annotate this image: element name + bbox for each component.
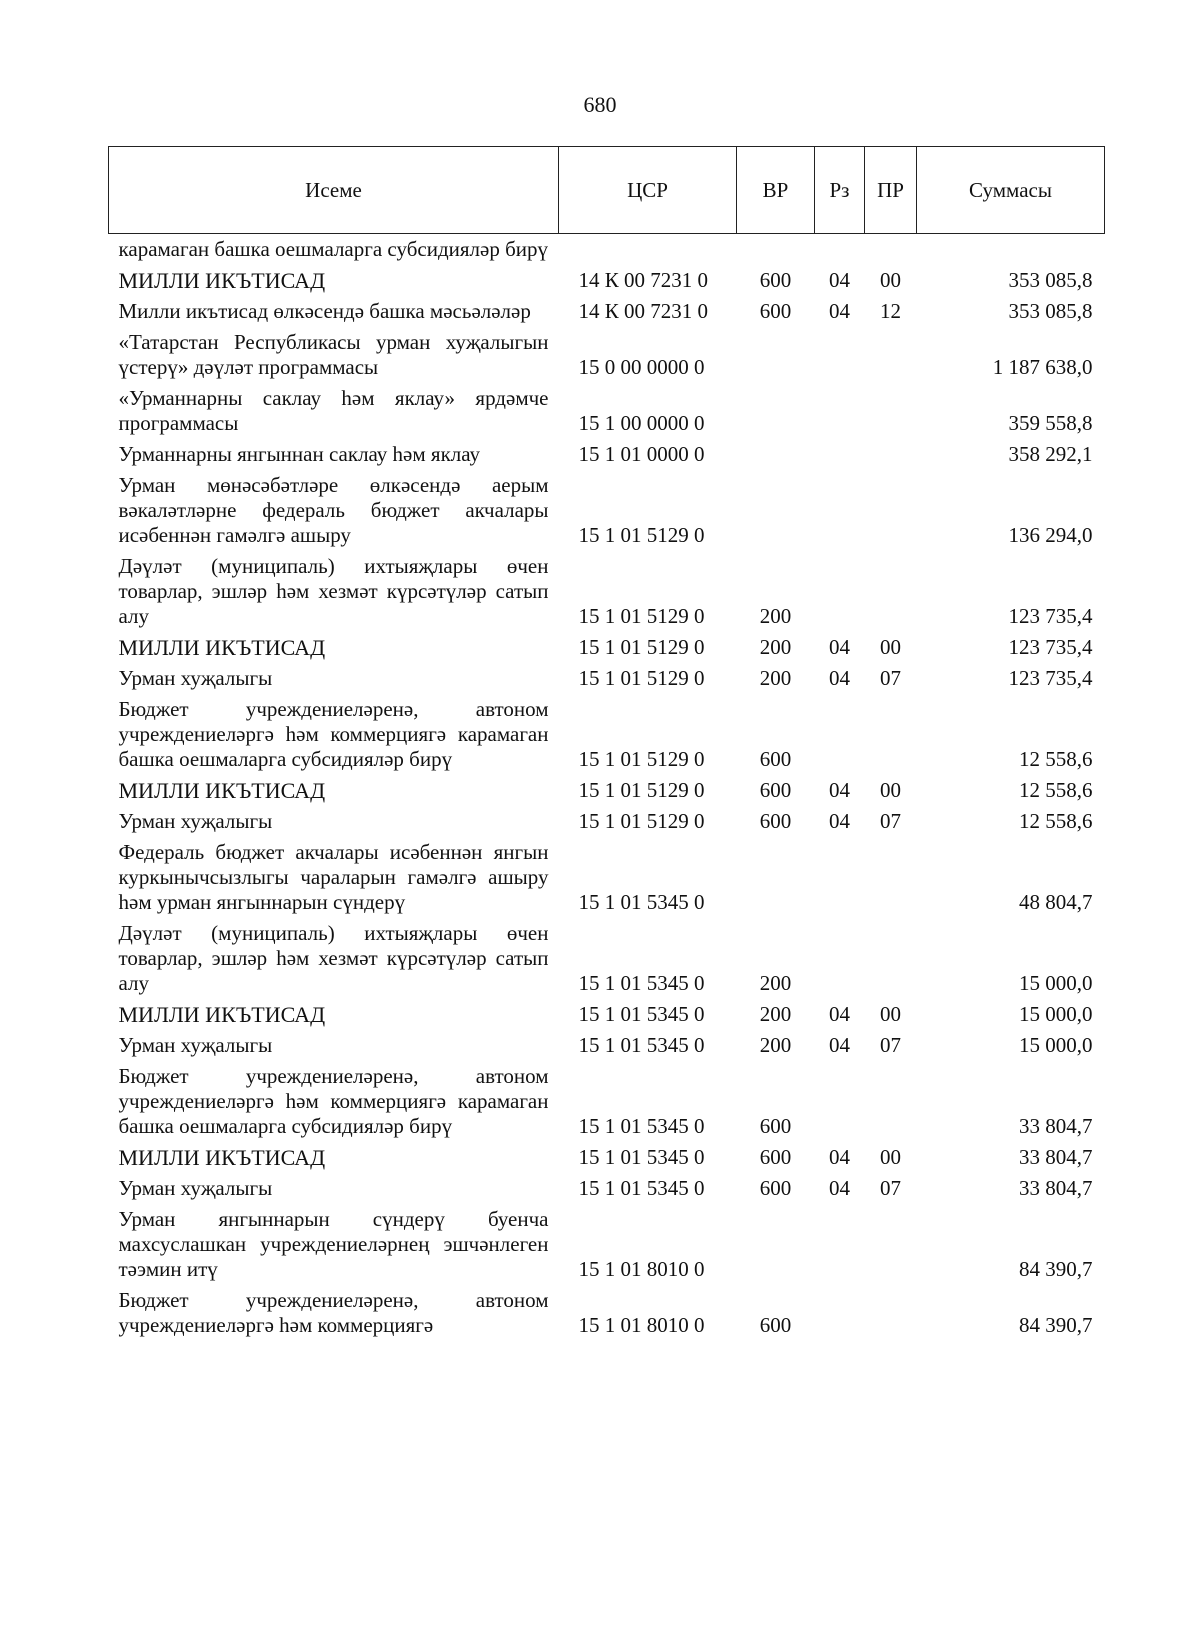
cell-name: Урман хуҗалыгы [118,1033,273,1057]
cell-csr: 15 1 01 8010 0 [578,1257,705,1281]
cell-vr: 600 [759,747,792,771]
cell-pr: 07 [880,666,901,690]
cell-vr [737,439,815,470]
table-row [109,265,1105,296]
cell-vr [737,837,815,918]
cell-pr [865,918,917,999]
table-row [109,694,1105,775]
cell-name: карамаган башка оешмаларга субсидияләр бирү [118,237,548,261]
cell-name: Бюджет учреждениеләренә, автоном учреждениеләргә һәм коммерциягә карамаган башка оешмаларга субсидияләр бирү [118,697,549,771]
cell-name: Урманнарны янгыннан саклау һәм яклау [118,442,481,466]
cell-sum: 84 390,7 [1019,1313,1093,1337]
cell-csr: 15 1 01 5345 0 [578,1114,705,1138]
cell-vr: 200 [759,666,792,690]
table-row [109,1142,1105,1173]
cell-vr: 200 [759,1002,792,1026]
table-row [109,551,1105,632]
cell-csr: 15 1 01 5345 0 [578,971,705,995]
cell-vr: 600 [759,1145,792,1169]
header-name: Исеме [109,147,559,234]
cell-pr [865,551,917,632]
header-csr: ЦСР [559,147,737,234]
cell-pr [865,327,917,383]
cell-rz: 04 [829,1145,850,1169]
cell-sum: 15 000,0 [1019,971,1093,995]
table-row [109,999,1105,1030]
cell-csr: 15 1 01 5129 0 [578,604,705,628]
budget-table-container [108,146,1104,1341]
cell-vr [737,1204,815,1285]
cell-name: Бюджет учреждениеләренә, автоном учреждениеләргә һәм коммерциягә карамаган башка оешмаларга субсидияләр бирү [118,1064,549,1138]
cell-csr: 14 К 00 7231 0 [578,268,709,292]
cell-vr [737,383,815,439]
cell-rz: 04 [829,778,850,802]
cell-rz [815,1061,865,1142]
cell-name: «Урманнарны саклау һәм яклау» ярдәмче программасы [118,386,549,435]
cell-csr: 15 1 00 0000 0 [578,411,705,435]
cell-csr: 15 1 01 5129 0 [578,778,705,802]
cell-sum: 12 558,6 [1019,809,1093,833]
table-row [109,1204,1105,1285]
table-row [109,775,1105,806]
cell-name: Урман хуҗалыгы [118,666,273,690]
table-row [109,1030,1105,1061]
cell-pr [865,1285,917,1341]
cell-csr: 15 1 01 5345 0 [578,1033,705,1057]
cell-sum: 15 000,0 [1019,1033,1093,1057]
table-row [109,383,1105,439]
cell-sum [917,234,1105,266]
cell-rz [815,551,865,632]
cell-csr: 14 К 00 7231 0 [578,299,709,323]
page-number: 680 [583,92,617,117]
table-row [109,1285,1105,1341]
cell-csr: 15 1 01 5345 0 [578,1145,705,1169]
cell-vr: 600 [759,1114,792,1138]
cell-rz [815,694,865,775]
cell-pr [865,234,917,266]
cell-rz [815,918,865,999]
cell-name: МИЛЛИ ИКЪТИСАД [118,778,326,803]
table-row [109,1061,1105,1142]
table-row [109,632,1105,663]
header-vr: ВР [737,147,815,234]
table-row [109,806,1105,837]
cell-csr: 15 1 01 5129 0 [578,809,705,833]
cell-pr: 00 [880,635,901,659]
cell-name: Урман янгыннарын сүндерү буенча махсуслашкан учреждениеләрнең эшчәнлеген тәэмин итү [118,1207,549,1281]
cell-sum: 358 292,1 [1008,442,1093,466]
cell-sum: 123 735,4 [1008,604,1093,628]
cell-rz [815,470,865,551]
cell-name: Урман хуҗалыгы [118,809,273,833]
cell-rz: 04 [829,268,850,292]
header-row [109,147,1105,234]
cell-pr [865,383,917,439]
cell-vr: 600 [759,268,792,292]
cell-pr [865,694,917,775]
cell-vr [737,234,815,266]
cell-vr: 600 [759,299,792,323]
table-row [109,663,1105,694]
cell-pr [865,1204,917,1285]
cell-vr: 200 [759,971,792,995]
cell-sum: 123 735,4 [1008,666,1093,690]
cell-csr: 15 1 01 5345 0 [578,1002,705,1026]
cell-csr: 15 0 00 0000 0 [578,355,705,379]
cell-sum: 33 804,7 [1019,1145,1093,1169]
header-pr: ПР [865,147,917,234]
cell-vr [737,470,815,551]
cell-sum: 33 804,7 [1019,1176,1093,1200]
cell-sum: 359 558,8 [1008,411,1093,435]
cell-rz [815,837,865,918]
table-row [109,234,1105,266]
cell-rz [815,1204,865,1285]
cell-pr [865,1061,917,1142]
cell-name: Урман хуҗалыгы [118,1176,273,1200]
cell-rz: 04 [829,666,850,690]
cell-sum: 15 000,0 [1019,1002,1093,1026]
cell-name: «Татарстан Республикасы урман хуҗалыгын үстерү» дәүләт программасы [118,330,549,379]
cell-vr: 200 [759,604,792,628]
cell-sum: 353 085,8 [1008,268,1093,292]
table-row [109,327,1105,383]
table-header [109,147,1105,234]
table-row [109,296,1105,327]
cell-sum: 353 085,8 [1008,299,1093,323]
cell-pr [865,439,917,470]
cell-sum: 12 558,6 [1019,747,1093,771]
cell-vr: 600 [759,1176,792,1200]
cell-sum: 48 804,7 [1019,890,1093,914]
cell-pr: 00 [880,778,901,802]
cell-pr: 12 [880,299,901,323]
header-sum: Суммасы [917,147,1105,234]
cell-rz: 04 [829,809,850,833]
cell-rz: 04 [829,635,850,659]
table-row [109,439,1105,470]
cell-rz: 04 [829,1033,850,1057]
cell-name: Бюджет учреждениеләренә, автоном учреждениеләргә һәм коммерциягә [118,1288,549,1337]
cell-rz [815,1285,865,1341]
cell-name: МИЛЛИ ИКЪТИСАД [118,1145,326,1170]
cell-csr: 15 1 01 0000 0 [578,442,705,466]
budget-table [108,146,1105,1341]
cell-pr [865,470,917,551]
cell-pr: 07 [880,1033,901,1057]
cell-pr: 00 [880,268,901,292]
cell-sum: 12 558,6 [1019,778,1093,802]
cell-csr: 15 1 01 5345 0 [578,1176,705,1200]
table-row [109,837,1105,918]
cell-csr: 15 1 01 5129 0 [578,666,705,690]
cell-vr: 200 [759,635,792,659]
cell-pr [865,837,917,918]
cell-rz [815,383,865,439]
table-row [109,470,1105,551]
cell-csr: 15 1 01 5345 0 [578,890,705,914]
cell-name: Дәүләт (муниципаль) ихтыяҗлары өчен товарлар, эшләр һәм хезмәт күрсәтүләр сатып алу [118,921,549,995]
cell-rz: 04 [829,299,850,323]
cell-rz [815,439,865,470]
cell-name: МИЛЛИ ИКЪТИСАД [118,268,326,293]
cell-vr [737,327,815,383]
cell-name: Федераль бюджет акчалары исәбеннән янгын куркынычсызлыгы чараларын гамәлгә ашыру һәм урман янгыннарын сүндерү [118,840,549,914]
cell-csr: 15 1 01 5129 0 [578,523,705,547]
cell-name: МИЛЛИ ИКЪТИСАД [118,1002,326,1027]
cell-vr: 600 [759,1313,792,1337]
cell-name: МИЛЛИ ИКЪТИСАД [118,635,326,660]
cell-sum: 136 294,0 [1008,523,1093,547]
table-row [109,1173,1105,1204]
cell-csr: 15 1 01 5129 0 [578,635,705,659]
cell-rz [815,234,865,266]
cell-csr: 15 1 01 5129 0 [578,747,705,771]
cell-rz: 04 [829,1002,850,1026]
cell-sum: 123 735,4 [1008,635,1093,659]
cell-rz: 04 [829,1176,850,1200]
cell-pr: 00 [880,1002,901,1026]
cell-rz [815,327,865,383]
cell-pr: 07 [880,1176,901,1200]
cell-sum: 33 804,7 [1019,1114,1093,1138]
cell-sum: 84 390,7 [1019,1257,1093,1281]
table-body [109,234,1105,1342]
cell-name: Урман мөнәсәбәтләре өлкәсендә аерым вәкаләтләрне федераль бюджет акчалары исәбеннән гамәлгә ашыру [118,473,549,547]
header-rz: Рз [815,147,865,234]
cell-name: Милли икътисад өлкәсендә башка мәсьәләләр [118,299,531,323]
cell-sum: 1 187 638,0 [992,355,1093,379]
cell-pr: 00 [880,1145,901,1169]
cell-csr: 15 1 01 8010 0 [578,1313,705,1337]
cell-vr: 200 [759,1033,792,1057]
cell-vr: 600 [759,778,792,802]
cell-pr: 07 [880,809,901,833]
cell-name: Дәүләт (муниципаль) ихтыяҗлары өчен товарлар, эшләр һәм хезмәт күрсәтүләр сатып алу [118,554,549,628]
cell-csr [559,234,737,266]
cell-vr: 600 [759,809,792,833]
table-row [109,918,1105,999]
